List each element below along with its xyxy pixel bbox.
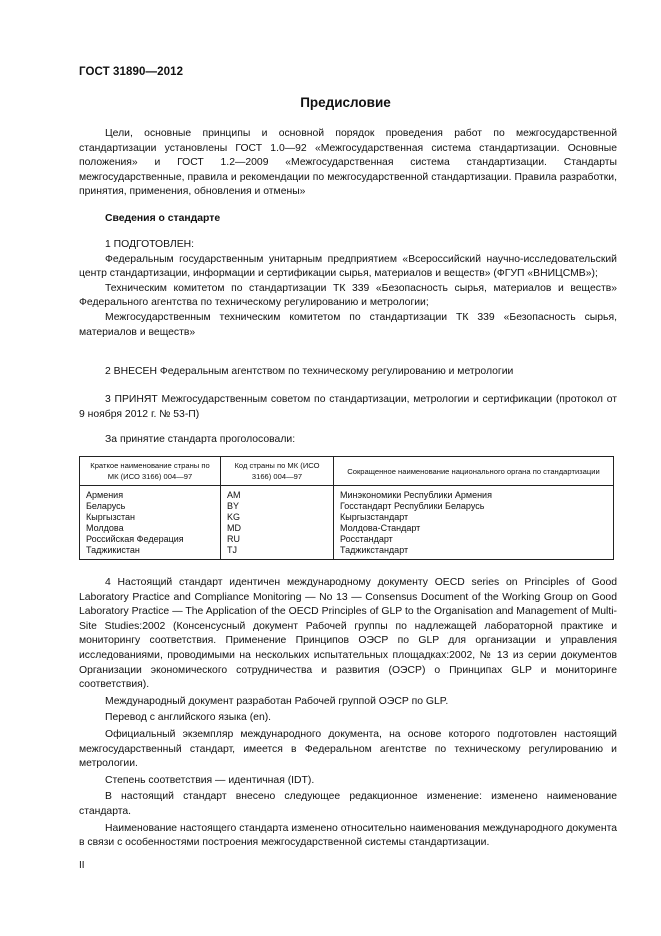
item-2: 2 ВНЕСЕН Федеральным агентством по техническому регулированию и метрологии (105, 366, 514, 377)
item-4-paragraph-5: Степень соответствия — идентичная (IDT). (105, 774, 315, 786)
code-cell: KG (221, 512, 334, 523)
item-1-paragraph-2: Техническим комитетом по стандартизации ТК 339 «Безопасность сырья, материалов и веществ» Федерального агентства по техническому регулированию и метрологии; (79, 282, 617, 309)
votes-table-header-row (80, 457, 614, 486)
code-cell: MD (221, 523, 334, 534)
column-header-country: Краткое наименование страны по МК (ИСО 3166) 004—97 (80, 457, 221, 486)
item-4-paragraph-3: Перевод с английского языка (en). (105, 712, 272, 724)
body-cell: Кыргызстандарт (334, 512, 614, 523)
item-2-block (79, 365, 617, 380)
item-1-paragraph-1: Федеральным государственным унитарным предприятием «Всероссийский научно-исследовательский центр стандартизации, информации и сертификации сырья, материалов и веществ» (ФГУП «ВНИЦСМВ»); (79, 253, 617, 280)
item-4-paragraph-1: 4 Настоящий стандарт идентичен международному документу OECD series on Principles of Good Laboratory Practice and Compliance Monitoring — No 13 — Consensus Document of the Working Group on Good Laboratory Practice — The Application of the OECD Principles of GLP to the Organisation and Management of Multi-Site Studies:2002 (Консенсусный документ Рабочей группы по надлежащей лабораторной практике и мониторингу соответствия. Применение Принципов ОЭСР по GLP для организации и управления исследованиями, проводимыми на нескольких испытательных площадках:2002, № 13 из серии документов Организации экономического сотрудничества и развития (ОЭСР) о Принципах GLP и мониторинге соответствия). (79, 577, 617, 691)
preface-intro: Цели, основные принципы и основной порядок проведения работ по межгосударственной стандартизации установлены ГОСТ 1.0—92 «Межгосударственная система стандартизации. Основные положения» и ГОСТ 1.2—2009 «Межгосударственная система стандартизации. Стандарты межгосударственные, правила и рекомендации по межгосударственной стандартизации. Правила разработки, принятия, применения, обновления и отмены» (79, 128, 617, 198)
body-cell: Таджикстандарт (334, 545, 614, 560)
document-code: ГОСТ 31890—2012 (79, 66, 184, 78)
code-cell: RU (221, 534, 334, 545)
table-row (80, 534, 614, 545)
table-row (80, 512, 614, 523)
column-header-body: Сокращенное наименование национального органа по стандартизации (334, 457, 614, 486)
body-cell: Молдова-Стандарт (334, 523, 614, 534)
code-cell: BY (221, 501, 334, 512)
country-cell: Армения (80, 486, 221, 502)
body-cell: Госстандарт Республики Беларусь (334, 501, 614, 512)
table-row (80, 545, 614, 560)
page-number: II (79, 860, 85, 871)
code-cell: TJ (221, 545, 334, 560)
item-3-block (79, 393, 617, 422)
standard-info-heading: Сведения о стандарте (105, 213, 221, 224)
votes-table (79, 456, 614, 560)
country-cell: Молдова (80, 523, 221, 534)
votes-intro: За принятие стандарта проголосовали: (105, 434, 296, 445)
standard-info-heading-block (79, 212, 617, 227)
item-4-paragraph-6: В настоящий стандарт внесено следующее редакционное изменение: изменено наименование стандарта. (79, 791, 617, 817)
preface-title: Предисловие (300, 95, 391, 110)
votes-intro-block (79, 433, 617, 448)
preface-intro-block (79, 127, 617, 200)
item-1-paragraph-3: Межгосударственным техническим комитетом по стандартизации ТК 339 «Безопасность сырья, материалов и веществ» (79, 311, 617, 338)
table-row (80, 486, 614, 502)
country-cell: Беларусь (80, 501, 221, 512)
table-row (80, 523, 614, 534)
country-cell: Таджикистан (80, 545, 221, 560)
body-cell: Минэкономики Республики Армения (334, 486, 614, 502)
country-cell: Кыргызстан (80, 512, 221, 523)
item-4-paragraph-4: Официальный экземпляр международного документа, на основе которого подготовлен настоящий межгосударственный стандарт, имеется в Федеральном агентстве по техническому регулированию и метрологии. (79, 728, 617, 770)
code-cell: AM (221, 486, 334, 502)
item-4-paragraph-7: Наименование настоящего стандарта изменено относительно наименования международного документа в связи с особенностями построения межгосударственной системы стандартизации. (79, 822, 617, 849)
item-4-block (79, 576, 617, 851)
body-cell: Росстандарт (334, 534, 614, 545)
item-1-heading: 1 ПОДГОТОВЛЕН: (105, 239, 195, 250)
column-header-code: Код страны по МК (ИСО 3166) 004—97 (221, 457, 334, 486)
item-4-paragraph-2: Международный документ разработан Рабочей группой ОЭСР по GLP. (105, 695, 449, 707)
country-cell: Российская Федерация (80, 534, 221, 545)
item-1-block (79, 238, 617, 340)
table-row (80, 501, 614, 512)
item-3: 3 ПРИНЯТ Межгосударственным советом по стандартизации, метрологии и сертификации (протокол от 9 ноября 2012 г. № 53-П) (79, 394, 617, 420)
